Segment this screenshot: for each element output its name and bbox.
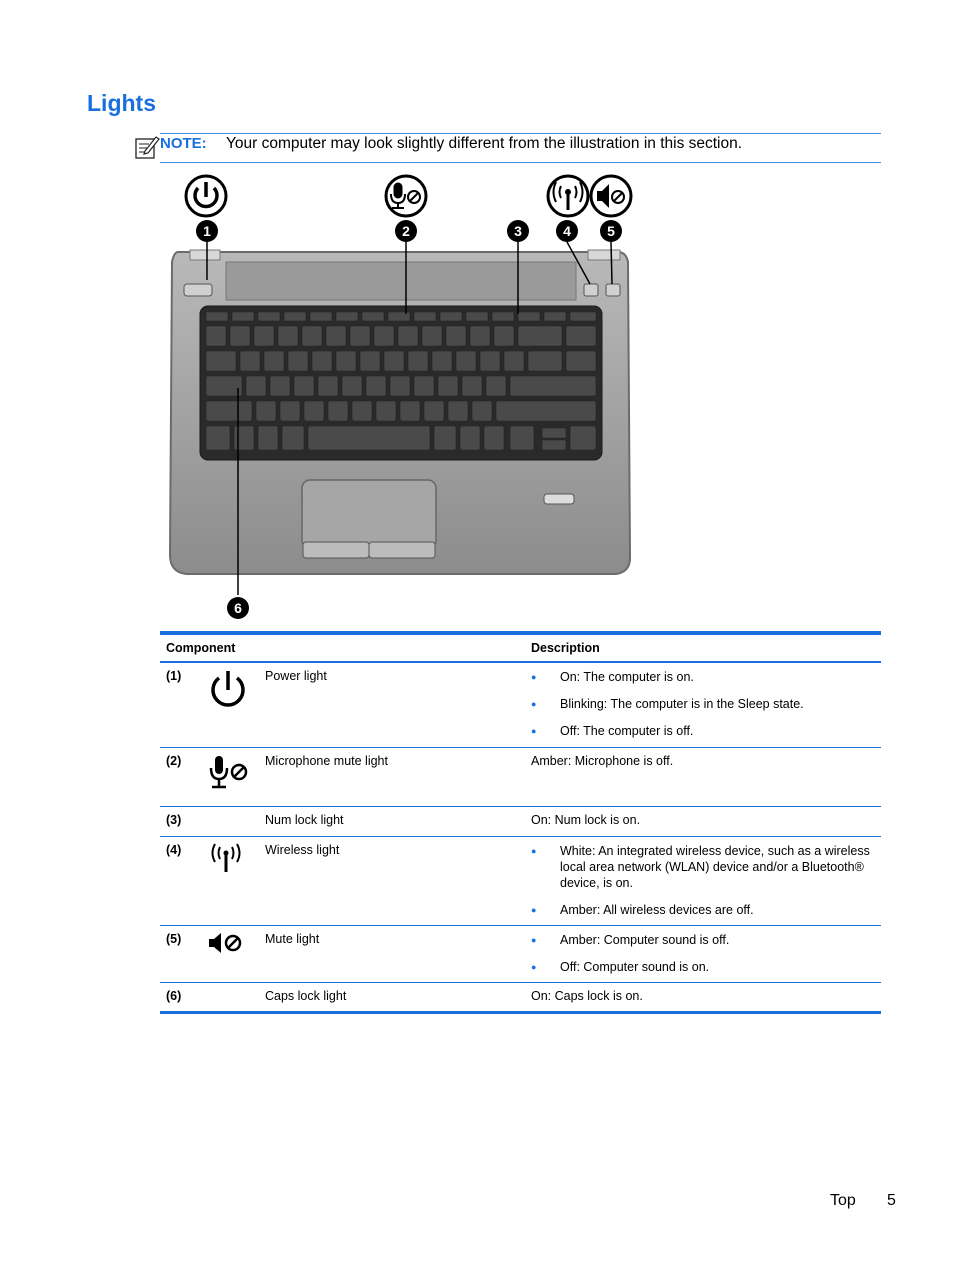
component-name: Num lock light — [265, 812, 344, 827]
key-row-5 — [206, 401, 596, 421]
description-list — [531, 932, 875, 975]
description-item: ● Blinking: The computer is in the Sleep state. — [531, 696, 875, 712]
table-row — [160, 662, 881, 747]
key-row-4 — [206, 376, 596, 396]
component-name: Power light — [265, 669, 327, 683]
wireless-icon — [208, 843, 244, 873]
description-list — [531, 843, 875, 918]
component-name: Caps lock light — [265, 988, 347, 1003]
callout-6: 6 — [234, 600, 242, 616]
component-number: (6) — [166, 988, 182, 1003]
description-text: Amber: Microphone is off. — [531, 753, 674, 768]
description-item: ● Off: The computer is off. — [531, 723, 875, 739]
power-icon — [208, 669, 248, 711]
table-row — [160, 925, 881, 982]
description-text: On: Caps lock is on. — [531, 988, 643, 1003]
component-number: (3) — [166, 812, 182, 827]
description-item: ● On: The computer is on. — [531, 669, 875, 685]
description-item: ● Amber: All wireless devices are off. — [531, 902, 875, 918]
description-item: ● Off: Computer sound is on. — [531, 959, 875, 975]
table-row — [160, 806, 881, 836]
table-row — [160, 836, 881, 925]
callout-1: 1 — [203, 223, 211, 239]
callout-2: 2 — [402, 223, 410, 239]
callout-4: 4 — [563, 223, 571, 239]
component-number: (4) — [166, 842, 182, 857]
speaker-mute-icon — [208, 932, 244, 954]
component-name: Microphone mute light — [265, 753, 388, 768]
component-name: Mute light — [265, 931, 320, 946]
component-name: Wireless light — [265, 842, 340, 857]
table-row — [160, 747, 881, 806]
table-header-row — [160, 633, 881, 662]
description-item: ● White: An integrated wireless device, such as a wireless local area network (WLAN) device and/or a Bluetooth® device, is on. — [531, 843, 875, 891]
microphone-mute-icon — [208, 754, 250, 790]
wireless-icon — [548, 176, 588, 216]
component-number: (5) — [166, 931, 182, 946]
note-box — [160, 133, 881, 163]
footer-page-number: 5 — [887, 1192, 896, 1209]
component-number: (1) — [166, 669, 182, 683]
footer-section-title: Top — [830, 1192, 856, 1209]
callout-5: 5 — [607, 223, 615, 239]
microphone-mute-icon — [386, 176, 426, 216]
header-component: Component — [166, 641, 236, 655]
lights-table — [160, 631, 881, 1014]
description-item: ● Amber: Computer sound is off. — [531, 932, 875, 948]
table-row — [160, 982, 881, 1012]
description-text: On: Num lock is on. — [531, 812, 641, 827]
note-text: Your computer may look slightly different from the illustration in this section. — [226, 135, 743, 152]
key-row-2 — [206, 326, 596, 346]
key-row-1 — [206, 312, 596, 321]
power-icon — [186, 176, 226, 216]
laptop-top-illustration — [160, 170, 640, 625]
component-number: (2) — [166, 753, 182, 768]
description-list — [531, 669, 875, 739]
page-title: Lights — [87, 90, 156, 116]
callout-3: 3 — [514, 223, 522, 239]
note-label: NOTE: — [160, 135, 207, 152]
note-pencil-icon — [134, 134, 160, 160]
speaker-mute-icon — [591, 176, 631, 216]
header-description: Description — [531, 641, 600, 655]
key-row-3 — [206, 351, 596, 371]
